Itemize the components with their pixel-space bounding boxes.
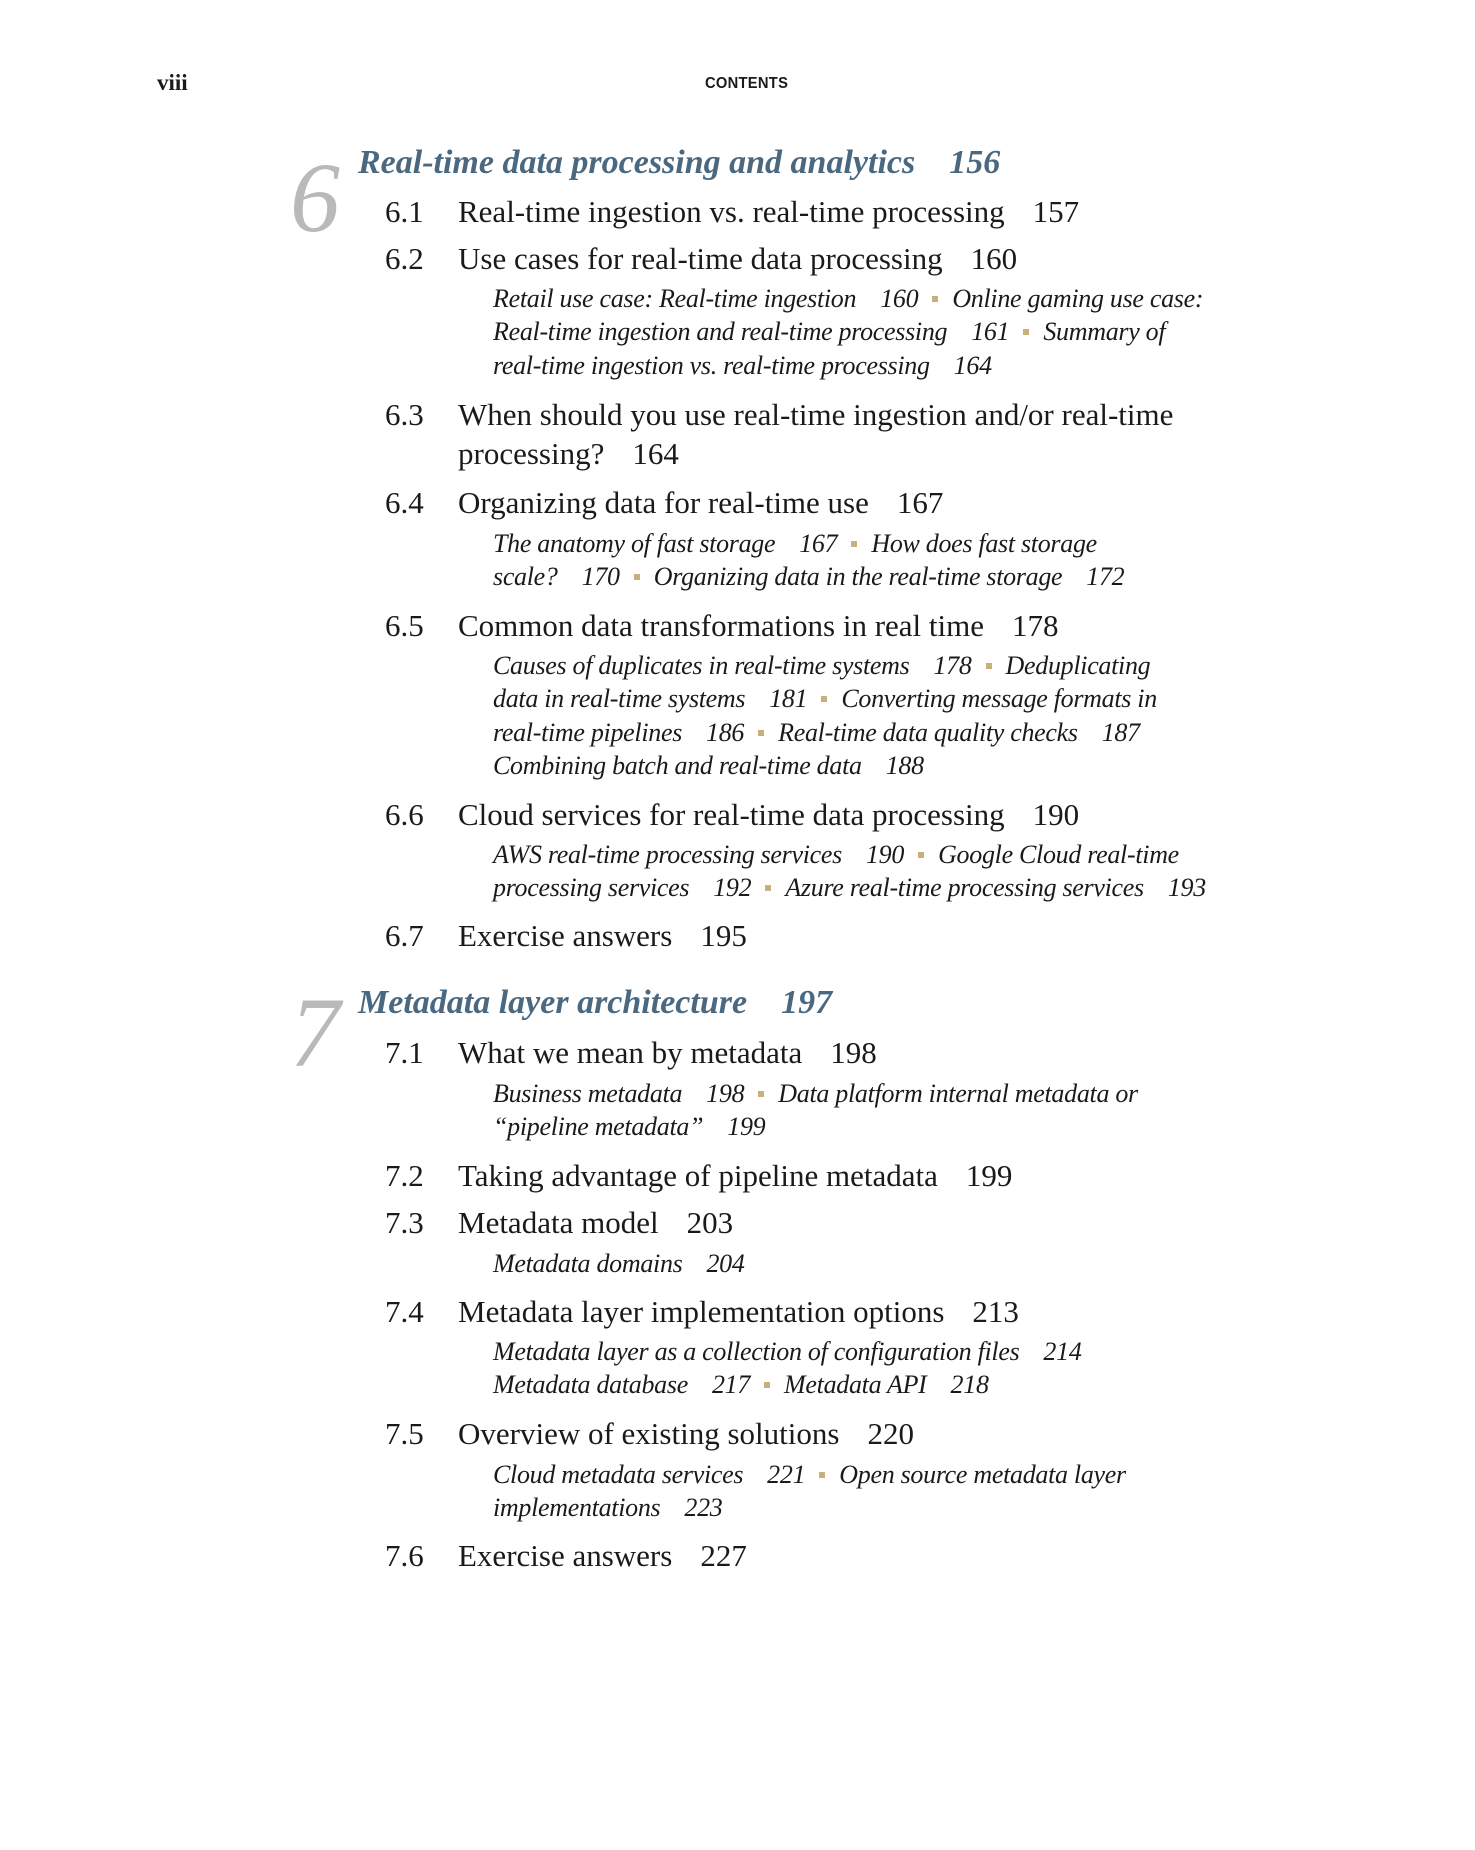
section-page: 157 [1032, 194, 1080, 229]
running-header: CONTENTS [705, 75, 789, 92]
toc-section-entry[interactable] [385, 610, 1285, 644]
bullet-separator-icon [986, 663, 992, 669]
section-title [458, 920, 747, 951]
subsection-title[interactable]: Causes of duplicates in real-time systems [493, 651, 910, 680]
toc-subsection-line [493, 1339, 1082, 1365]
subsection-page: 181 [769, 684, 808, 713]
section-number: 7.1 [385, 1035, 424, 1070]
chapter-number: 7 [290, 977, 340, 1088]
subsection-page: 218 [950, 1370, 989, 1399]
section-number: 6.6 [385, 797, 424, 832]
section-number: 6.5 [385, 608, 424, 643]
section-number: 7.5 [385, 1416, 424, 1451]
subsection-title[interactable]: “pipeline metadata” [493, 1112, 704, 1141]
subsection-title[interactable]: processing services [493, 873, 690, 902]
subsection-title[interactable]: AWS real-time processing services [493, 840, 842, 869]
toc-subsection-line [493, 1372, 989, 1398]
bullet-separator-icon [932, 296, 938, 302]
subsection-page: 199 [727, 1112, 766, 1141]
section-title-text: Overview of existing solutions [458, 1416, 840, 1451]
subsection-title[interactable]: Metadata layer as a collection of configuration files [493, 1337, 1020, 1366]
section-number: 7.6 [385, 1538, 424, 1573]
toc-subsection-line [493, 1114, 765, 1140]
subsection-title[interactable]: The anatomy of fast storage [493, 529, 776, 558]
section-page: 164 [632, 436, 679, 471]
subsection-title[interactable]: Cloud metadata services [493, 1460, 744, 1489]
subsection-title[interactable]: scale? [493, 562, 558, 591]
section-title [458, 610, 1059, 641]
section-page: 198 [830, 1035, 877, 1070]
subsection-title[interactable]: Retail use case: Real-time ingestion [493, 284, 857, 313]
section-title [458, 1418, 914, 1449]
toc-section-entry[interactable] [385, 1296, 1285, 1330]
toc-section-entry[interactable] [385, 243, 1285, 277]
section-page: 227 [700, 1538, 747, 1573]
section-title-text: Use cases for real-time data processing [458, 241, 943, 276]
bullet-separator-icon [634, 574, 640, 580]
section-title-text: Exercise answers [458, 1538, 673, 1573]
bullet-separator-icon [851, 541, 857, 547]
section-page: 220 [867, 1416, 914, 1451]
bullet-separator-icon [758, 730, 764, 736]
subsection-title[interactable]: Online gaming use case: [952, 284, 1204, 313]
section-title-text: Metadata layer implementation options [458, 1294, 945, 1329]
chapter-title: Metadata layer architecture [358, 984, 748, 1021]
toc-section-entry[interactable] [385, 196, 1285, 230]
subsection-title[interactable]: Deduplicating [1005, 651, 1151, 680]
subsection-page: 178 [933, 651, 972, 680]
subsection-page: 167 [799, 529, 838, 558]
section-number: 6.1 [385, 194, 424, 229]
section-title [458, 1296, 1019, 1327]
subsection-title[interactable]: real-time ingestion vs. real-time processing [493, 351, 930, 380]
subsection-title[interactable]: implementations [493, 1493, 661, 1522]
toc-subsection-line [493, 842, 1179, 868]
bullet-separator-icon [1023, 329, 1029, 335]
subsection-page: 204 [706, 1249, 745, 1278]
page-number: viii [157, 70, 188, 95]
subsection-page: 161 [971, 317, 1010, 346]
toc-section-entry[interactable] [385, 438, 1285, 472]
subsection-page: 160 [880, 284, 919, 313]
subsection-page: 192 [713, 873, 752, 902]
subsection-page: 188 [885, 751, 924, 780]
toc-subsection-line [493, 319, 1165, 345]
toc-subsection-line [493, 1495, 722, 1521]
section-number: 7.2 [385, 1158, 424, 1193]
bullet-separator-icon [918, 852, 924, 858]
section-page: 203 [686, 1205, 734, 1240]
section-title [458, 1207, 733, 1238]
subsection-page: 217 [711, 1370, 751, 1399]
toc-subsection-line [493, 875, 1206, 901]
subsection-title[interactable]: Metadata database [493, 1370, 688, 1399]
section-title-text: Organizing data for real-time use [458, 485, 869, 520]
subsection-title[interactable]: Summary of [1043, 317, 1166, 346]
toc-section-entry[interactable] [385, 1037, 1285, 1071]
section-title [458, 399, 1173, 430]
section-title-text: Exercise answers [458, 918, 673, 953]
subsection-title[interactable]: Business metadata [493, 1079, 683, 1108]
toc-section-entry[interactable] [385, 487, 1285, 521]
subsection-page: 198 [706, 1079, 745, 1108]
chapter-heading[interactable] [358, 146, 1000, 180]
toc-subsection-line [493, 686, 1157, 712]
section-number: 6.7 [385, 918, 424, 953]
subsection-title[interactable]: real-time pipelines [493, 718, 683, 747]
subsection-title[interactable]: How does fast storage [871, 529, 1097, 558]
subsection-page: 214 [1043, 1337, 1082, 1366]
chapter-number: 6 [290, 142, 340, 253]
section-title-text: processing? [458, 436, 605, 471]
toc-subsection-line [493, 564, 1124, 590]
bullet-separator-icon [764, 1382, 770, 1388]
subsection-page: 186 [706, 718, 745, 747]
toc-section-entry[interactable] [385, 1160, 1285, 1194]
subsection-title[interactable]: Azure real-time processing services [785, 873, 1144, 902]
subsection-title[interactable]: Google Cloud real-time [938, 840, 1179, 869]
subsection-title[interactable]: data in real-time systems [493, 684, 746, 713]
bullet-separator-icon [765, 885, 771, 891]
subsection-title[interactable]: Metadata domains [493, 1249, 683, 1278]
toc-subsection-line [493, 1081, 1138, 1107]
subsection-page: 190 [865, 840, 905, 869]
section-page: 190 [1032, 797, 1080, 832]
toc-subsection-line [493, 353, 992, 379]
section-title [458, 799, 1079, 830]
subsection-page: 172 [1086, 562, 1125, 591]
toc-section-entry[interactable] [385, 399, 1285, 433]
subsection-title[interactable]: Data platform internal metadata or [778, 1079, 1138, 1108]
section-title [458, 243, 1017, 274]
subsection-page: 193 [1167, 873, 1206, 902]
section-title [458, 1540, 747, 1571]
chapter-heading[interactable] [358, 986, 832, 1020]
section-number: 7.3 [385, 1205, 424, 1240]
section-number: 6.4 [385, 485, 424, 520]
subsection-page: 164 [953, 351, 992, 380]
subsection-title[interactable]: Real-time ingestion and real-time processing [493, 317, 948, 346]
section-title [458, 196, 1079, 227]
toc-section-entry[interactable] [385, 1207, 1285, 1241]
bullet-separator-icon [819, 1472, 825, 1478]
section-title [458, 1160, 1012, 1191]
section-page: 167 [896, 485, 944, 520]
subsection-page: 187 [1101, 718, 1140, 747]
section-title-text: When should you use real-time ingestion and/or real-time [458, 397, 1174, 432]
section-page: 199 [965, 1158, 1013, 1193]
toc-subsection-line [493, 1462, 1126, 1488]
section-number: 7.4 [385, 1294, 424, 1329]
section-page: 213 [972, 1294, 1019, 1329]
subsection-title[interactable]: Real-time data quality checks [778, 718, 1078, 747]
section-title-text: Cloud services for real-time data processing [458, 797, 1005, 832]
bullet-separator-icon [821, 696, 827, 702]
toc-subsection-line [493, 286, 1203, 312]
toc-subsection-line [493, 753, 924, 779]
toc-subsection-line [493, 531, 1097, 557]
section-title [458, 487, 943, 518]
subsection-page: 223 [684, 1493, 723, 1522]
subsection-page: 170 [581, 562, 620, 591]
toc-section-entry[interactable] [385, 1540, 1285, 1574]
subsection-title[interactable]: Open source metadata layer [839, 1460, 1126, 1489]
chapter-title: Real-time data processing and analytics [358, 144, 916, 181]
subsection-page: 221 [767, 1460, 806, 1489]
section-title [458, 1037, 877, 1068]
subsection-title[interactable]: Metadata API [784, 1370, 927, 1399]
subsection-title[interactable]: Organizing data in the real-time storage [653, 562, 1063, 591]
toc-section-entry[interactable] [385, 1418, 1285, 1452]
toc-section-entry[interactable] [385, 799, 1285, 833]
section-title [458, 438, 679, 469]
toc-subsection-line [493, 1251, 745, 1277]
toc-section-entry[interactable] [385, 920, 1285, 954]
bullet-separator-icon [758, 1091, 764, 1097]
section-title-text: Metadata model [458, 1205, 659, 1240]
toc-subsection-line [493, 720, 1140, 746]
chapter-page: 197 [781, 984, 833, 1021]
section-number: 6.3 [385, 397, 424, 432]
subsection-title[interactable]: Combining batch and real-time data [493, 751, 862, 780]
section-title-text: Common data transformations in real time [458, 608, 985, 643]
subsection-title[interactable]: Converting message formats in [841, 684, 1157, 713]
section-page: 160 [970, 241, 1018, 276]
section-page: 178 [1012, 608, 1059, 643]
chapter-page: 156 [949, 144, 1001, 181]
section-title-text: Taking advantage of pipeline metadata [458, 1158, 938, 1193]
toc-subsection-line [493, 653, 1150, 679]
section-title-text: What we mean by metadata [458, 1035, 803, 1070]
section-number: 6.2 [385, 241, 424, 276]
section-page: 195 [700, 918, 747, 953]
section-title-text: Real-time ingestion vs. real-time processing [458, 194, 1005, 229]
